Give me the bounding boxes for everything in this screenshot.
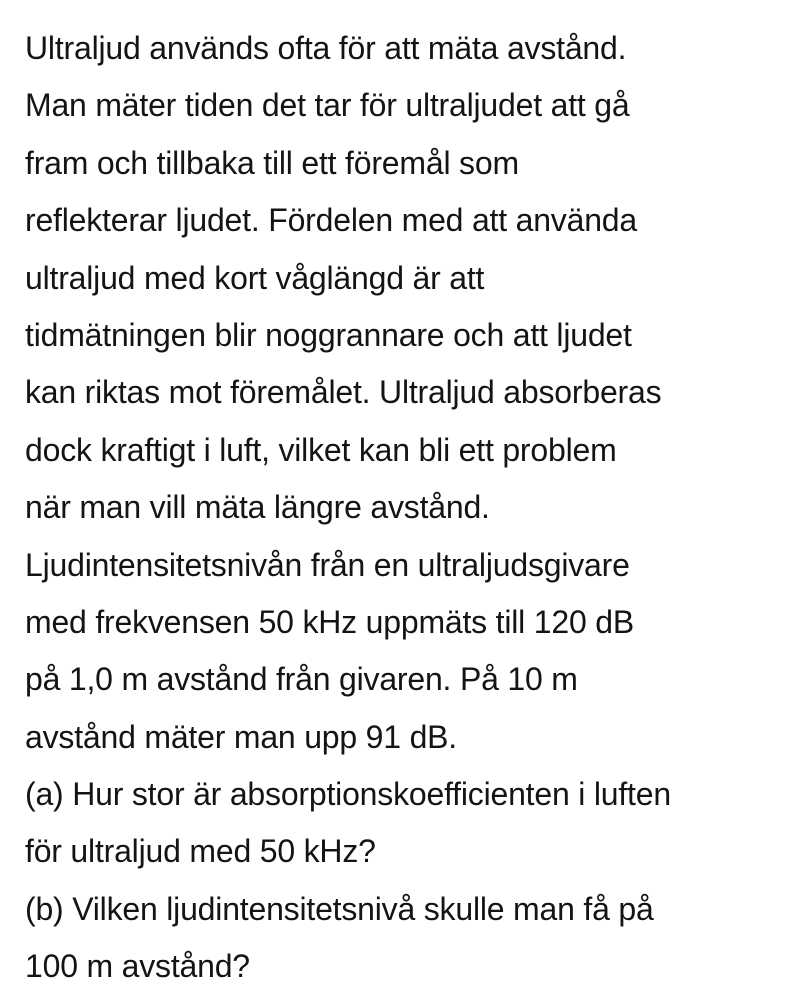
text-line: Man mäter tiden det tar för ultraljudet att gå xyxy=(25,87,630,124)
text-line: ultraljud med kort våglängd är att xyxy=(25,259,485,296)
text-line: kan riktas mot föremålet. Ultraljud absorberas xyxy=(25,374,662,411)
text-line: på 1,0 m avstånd från givaren. På 10 m xyxy=(25,661,578,698)
question-a: (a) Hur stor är absorptionskoefficienten i luften xyxy=(25,776,671,813)
text-line: reflekterar ljudet. Fördelen med att använda xyxy=(25,202,637,239)
text-line: när man vill mäta längre avstånd. xyxy=(25,489,490,526)
problem-text xyxy=(25,20,795,996)
text-line: med frekvensen 50 kHz uppmäts till 120 dB xyxy=(25,603,635,640)
text-line: tidmätningen blir noggrannare och att ljudet xyxy=(25,316,632,353)
question-a-cont: för ultraljud med 50 kHz? xyxy=(25,833,376,870)
text-line: avstånd mäter man upp 91 dB. xyxy=(25,718,457,755)
question-b: (b) Vilken ljudintensitetsnivå skulle man få på xyxy=(25,890,654,927)
text-line: Ultraljud används ofta för att mäta avstånd. xyxy=(25,30,627,66)
text-line: fram och tillbaka till ett föremål som xyxy=(25,144,519,181)
text-line: dock kraftigt i luft, vilket kan bli ett problem xyxy=(25,431,617,468)
question-b-cont: 100 m avstånd? xyxy=(25,948,250,985)
text-line: Ljudintensitetsnivån från en ultraljudsgivare xyxy=(25,546,630,583)
